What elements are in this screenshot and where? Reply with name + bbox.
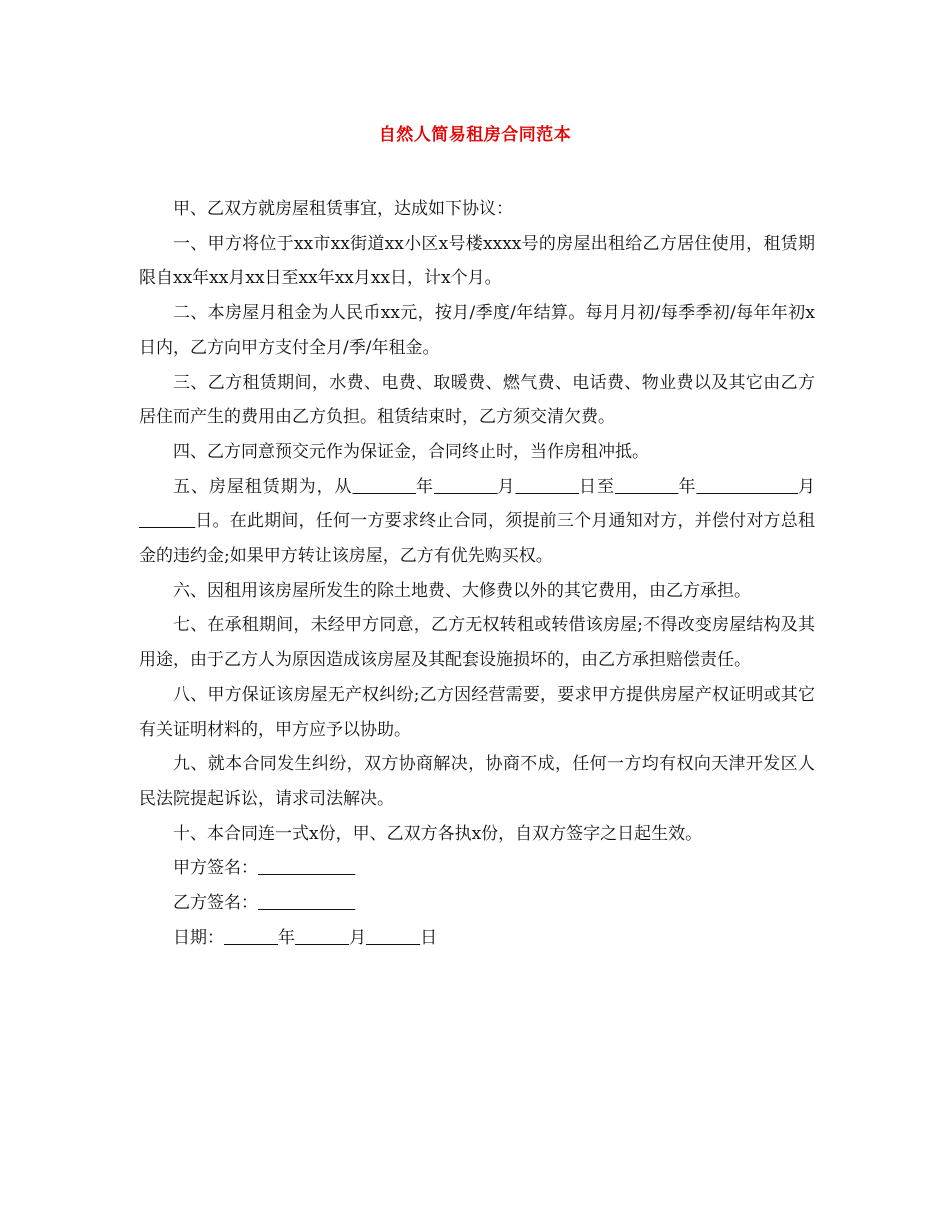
date-month-blank [295,928,349,948]
clause-5-prefix: 五、房屋租赁期为，从 [173,476,353,497]
date-month-label: 月 [349,927,367,948]
blank-line [139,511,195,531]
party-a-signature-blank [258,858,355,878]
clause-10: 十、本合同连一式x份，甲、乙双方各执x份，自双方签字之日起生效。 [173,823,703,844]
clause-8: 八、甲方保证该房屋无产权纠纷;乙方因经营需要，要求甲方提供房屋产权证明或其它有关证明材料的，甲方应予以协助。 [139,684,815,740]
intro-paragraph: 甲、乙双方就房屋租赁事宜，达成如下协议： [173,199,513,219]
party-a-signature-label: 甲方签名： [173,858,258,879]
clause-5-year-2: 年 [678,476,697,497]
party-b-signature-label: 乙方签名： [173,893,258,914]
document-body [139,192,815,955]
date-year-label: 年 [278,927,296,948]
clause-5-rest: 日。在此期间，任何一方要求终止合同，须提前三个月通知对方，并偿付对方总租金的违约金;如果甲方转让该房屋，乙方有优先购买权。 [139,511,815,567]
blank-line [696,477,798,497]
clause-7: 七、在承租期间，未经甲方同意，乙方无权转租或转借该房屋;不得改变房屋结构及其用途，由于乙方人为原因造成该房屋及其配套设施损坏的，由乙方承担赔偿责任。 [139,615,815,671]
blank-line [434,477,498,497]
clause-6: 六、因租用该房屋所发生的除土地费、大修费以外的其它费用，由乙方承担。 [173,580,751,601]
document-title: 自然人简易租房合同范本 [378,125,572,145]
clause-3: 三、乙方租赁期间，水费、电费、取暖费、燃气费、电话费、物业费以及其它由乙方居住而产生的费用由乙方负担。租赁结束时，乙方须交清欠费。 [139,372,815,428]
date-label: 日期： [173,927,224,948]
date-year-blank [224,928,278,948]
party-b-signature-line [139,886,815,921]
party-a-signature-line [139,851,815,886]
clause-5-year-1: 年 [416,476,434,497]
blank-line [515,477,579,497]
clause-2: 二、本房屋月租金为人民币xx元，按月/季度/年结算。每月月初/每季季初/每年年初x日内，乙方向甲方支付全月/季/年租金。 [139,303,815,358]
clause-5-day-to: 日至 [579,476,615,497]
date-day-label: 日 [420,927,438,948]
clause-4: 四、乙方同意预交元作为保证金，合同终止时，当作房租冲抵。 [173,441,649,462]
clause-5 [139,470,815,574]
party-b-signature-blank [258,893,355,913]
clause-5-month-1: 月 [497,476,516,497]
blank-line [353,477,417,497]
date-day-blank [366,928,420,948]
clause-5-month-2: 月 [798,476,816,497]
clause-9: 九、就本合同发生纠纷，双方协商解决，协商不成，任何一方均有权向天津开发区人民法院提起诉讼，请求司法解决。 [139,754,815,809]
date-line [139,921,815,956]
clause-1: 一、甲方将位于xx市xx街道xx小区x号楼xxxx号的房屋出租给乙方居住使用，租赁期限自xx年xx月xx日至xx年xx月xx日，计x个月。 [139,233,815,289]
blank-line [615,477,679,497]
